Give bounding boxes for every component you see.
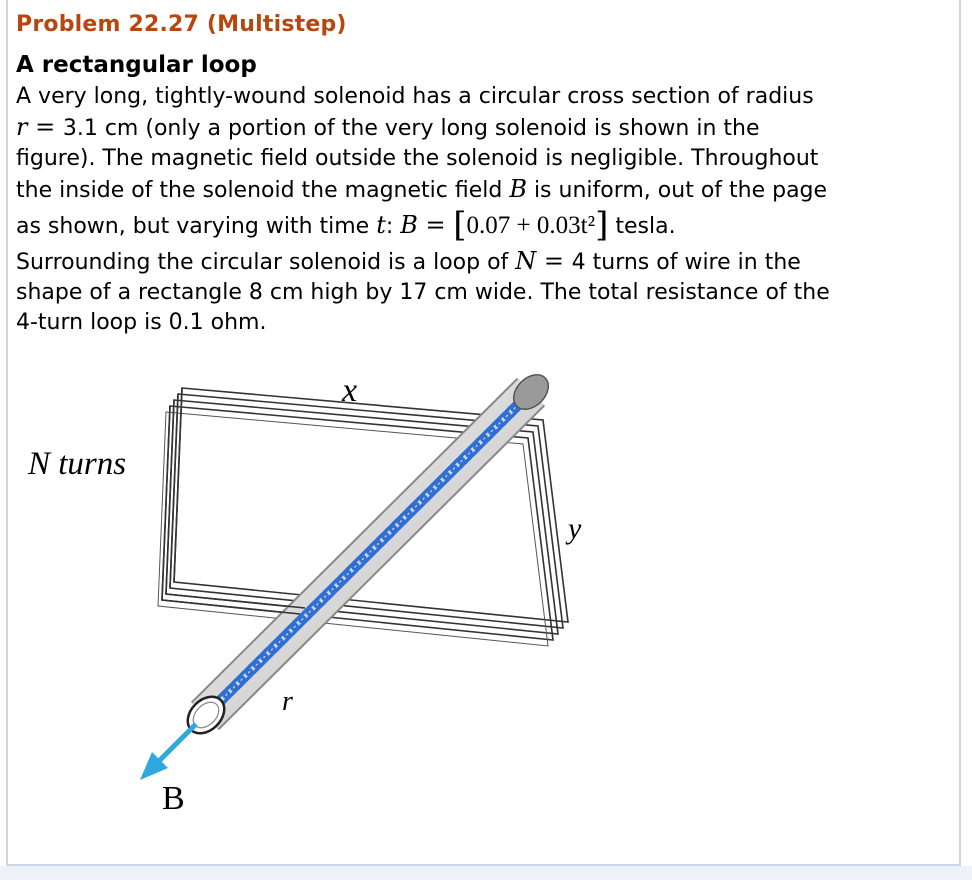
statement-line-6a: Surrounding the circular solenoid is a loop of bbox=[16, 250, 516, 275]
problem-title: Problem 22.27 (Multistep) bbox=[16, 12, 347, 37]
statement-line-6b: 4 turns of wire in the bbox=[571, 250, 801, 275]
right-bracket: ] bbox=[595, 205, 609, 245]
equals-sign-2: = bbox=[417, 211, 454, 239]
statement-line-4a: the inside of the solenoid the magnetic field bbox=[16, 178, 510, 203]
var-b: B bbox=[509, 175, 527, 203]
statement-line-1: A very long, tightly-wound solenoid has a circular cross section of radius bbox=[16, 84, 814, 109]
label-r: r bbox=[282, 686, 293, 717]
statement-line-4b: is uniform, out of the page bbox=[526, 178, 828, 203]
statement-line-6 bbox=[16, 246, 946, 278]
label-y: y bbox=[568, 512, 582, 545]
label-b: B bbox=[162, 780, 185, 817]
problem-statement bbox=[16, 82, 946, 338]
field-formula: 0.07 + 0.03t² bbox=[466, 212, 596, 239]
statement-line-7: shape of a rectangle 8 cm high by 17 cm wide. The total resistance of the bbox=[16, 280, 830, 305]
var-t: t bbox=[376, 211, 386, 239]
var-r: r bbox=[16, 113, 28, 141]
left-bracket: [ bbox=[453, 205, 467, 245]
statement-line-5 bbox=[16, 206, 946, 246]
var-b-eq: B bbox=[400, 211, 418, 239]
var-n: N bbox=[515, 247, 537, 275]
bottom-strip bbox=[0, 866, 972, 880]
statement-line-2 bbox=[16, 112, 946, 144]
unit-tesla: tesla. bbox=[608, 214, 676, 239]
statement-line-8: 4-turn loop is 0.1 ohm. bbox=[16, 310, 267, 335]
wire-loop-front bbox=[162, 388, 305, 614]
label-x: x bbox=[342, 372, 358, 409]
equals-sign-3: = bbox=[536, 247, 572, 275]
colon: : bbox=[385, 214, 401, 239]
solenoid-figure bbox=[0, 350, 972, 866]
equals-sign: = bbox=[27, 113, 63, 141]
solenoid-diagram bbox=[0, 350, 972, 866]
statement-line-2-rest: 3.1 cm (only a portion of the very long solenoid is shown in the bbox=[62, 116, 760, 141]
statement-line-5a: as shown, but varying with time bbox=[16, 214, 377, 239]
statement-line-4 bbox=[16, 174, 946, 206]
label-n-turns: N turns bbox=[28, 446, 127, 482]
problem-subtitle: A rectangular loop bbox=[16, 52, 257, 78]
b-field-arrow bbox=[140, 724, 196, 780]
statement-line-3: figure). The magnetic field outside the solenoid is negligible. Throughout bbox=[16, 146, 819, 171]
